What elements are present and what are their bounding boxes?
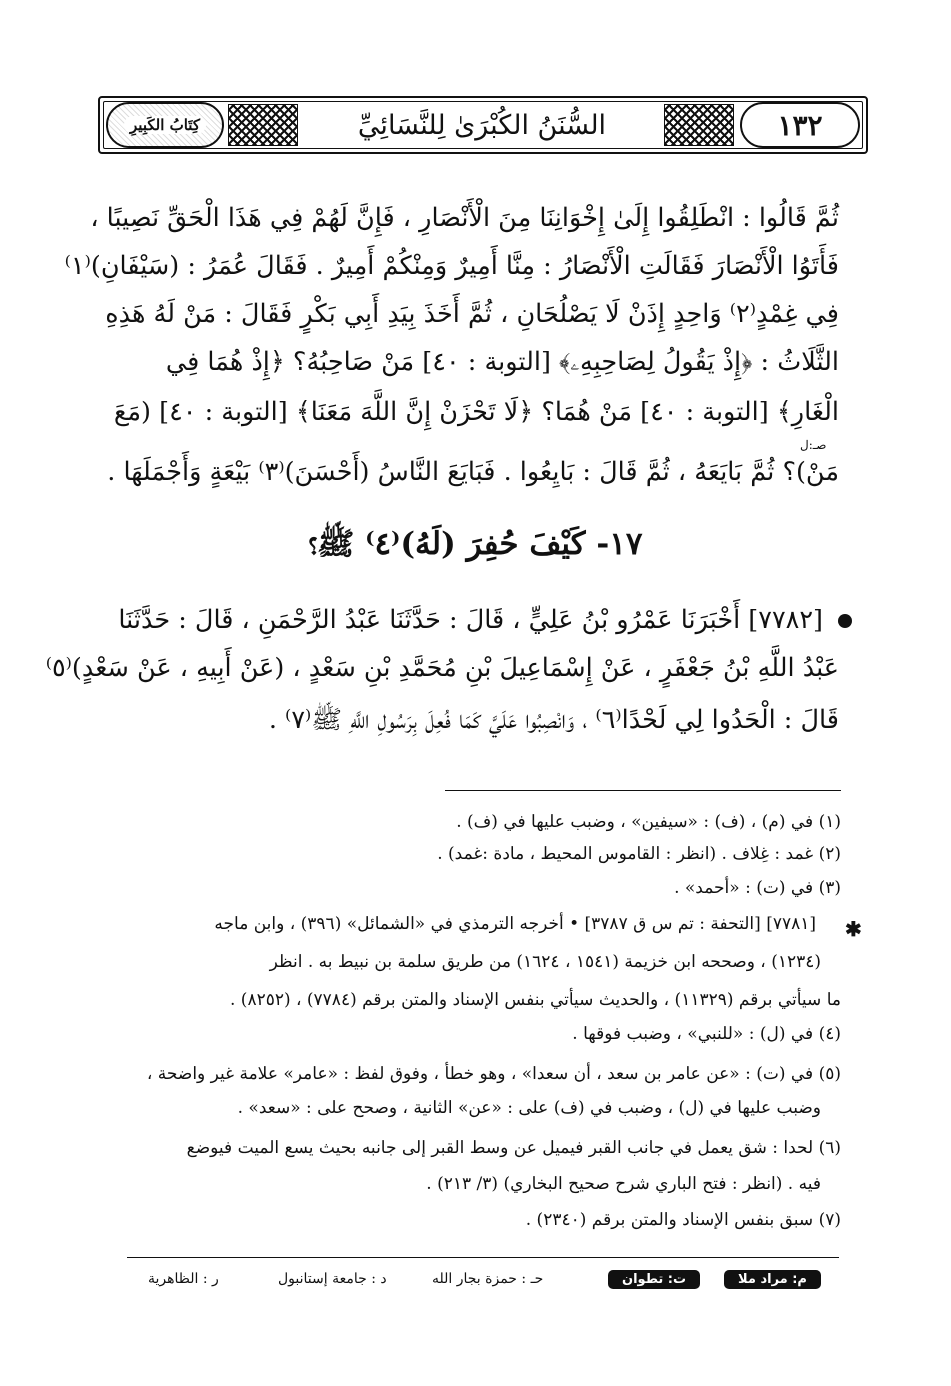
margin-note: صـ:ل	[800, 438, 827, 452]
footnote: (٤) في (ل) : «للنبي» ، وضبب فوقها .	[572, 1024, 841, 1044]
emblem-text: كِتَابُ الكَبِيرِ	[124, 116, 206, 134]
source-r: ر : الظاهرية	[148, 1271, 219, 1287]
footnote: (١٢٣٤) ، وصححه ابن خزيمة (١٥٤١ ، ١٦٢٤) من طريق سلمة بن نبيط به . انظر	[269, 952, 821, 972]
hadith-line: قَالَ : الْحَدُوا لِي لَحْدًا⁽٦⁾ ، وَانْصِبُوا عَلَيَّ كَمَا فُعِلَ بِرَسُولِ اللَّهِ ﷺ⁽٧⁾ .	[268, 705, 839, 735]
hadith-line: [٧٧٨٢] أَخْبَرَنَا عَمْرُو بْنُ عَلِيٍّ ، قَالَ : حَدَّثَنَا عَبْدُ الرَّحْمَنِ ، قَالَ : حَدَّثَنَا	[118, 605, 823, 635]
asterisk-icon: ✱	[845, 917, 862, 941]
book-emblem	[106, 102, 224, 148]
footnote: (٦) لحدا : شق يعمل في جانب القبر فيميل عن وسط القبر إلى جانبه بحيث يسع الميت فيوضع	[186, 1138, 841, 1158]
footnote: (١) في (م) ، (ف) : «سيفين» ، وضبب عليها في (ف) .	[456, 812, 841, 832]
source-h: حـ : حمزة بجار الله	[432, 1271, 544, 1287]
bullet-icon	[838, 614, 852, 628]
text-line: فَأَتَوُا الْأَنْصَارَ فَقَالَتِ الْأَنْصَارُ : مِنَّا أَمِيرٌ وَمِنْكُمْ أَمِيرٌ . فَقَالَ عُمَرُ : (سَيْفَانِ)⁽١⁾	[64, 251, 839, 281]
page-header	[98, 96, 868, 154]
hadith-line: عَبْدُ اللَّهِ بْنُ جَعْفَرٍ ، عَنْ إِسْمَاعِيلَ بْنِ مُحَمَّدِ بْنِ سَعْدٍ ، (عَنْ أَبِيهِ ، عَنْ سَعْدٍ)⁽٥⁾	[45, 653, 839, 683]
footnote: (٧) سبق بنفس الإسناد والمتن برقم (٢٣٤٠) .	[525, 1210, 841, 1230]
ornament-right	[664, 104, 734, 146]
manuscript-tag-t	[608, 1264, 700, 1294]
footnote: (٥) في (ت) : «عن عامر بن سعد ، أن سعدا» ، وهو خطأ ، وفوق لفظ : «عامر» علامة غير واضحة ،	[146, 1064, 841, 1084]
text-line: الْغَارِ﴾ [التوبة : ٤٠] مَنْ هُمَا؟ ﴿لَا تَحْزَنْ إِنَّ اللَّهَ مَعَنَا﴾ [التوبة : ٤٠] (مَعَ	[113, 397, 839, 427]
footnote: ما سيأتي برقم (١١٣٢٩) ، والحديث سيأتي بنفس الإسناد والمتن برقم (٧٧٨٤) ، (٨٢٥٢) .	[230, 990, 841, 1010]
manuscript-tag-m	[724, 1264, 821, 1294]
footnote: وضبب عليها في (ل) ، وضبب في (ف) على : «عن» الثانية ، وصحح على : «سعد» .	[237, 1098, 821, 1118]
tag-m: م: مراد ملا	[724, 1270, 821, 1289]
footnote: (٣) في (ت) : «أحمد» .	[674, 878, 841, 898]
footnote: (٢) غمد : غِلاف . (انظر : القاموس المحيط ، مادة :غمد) .	[437, 844, 841, 864]
footnote: [٧٧٨١] [التحفة : تم س ق ٣٧٨٧] • أخرجه الترمذي في «الشمائل» (٣٩٦) ، وابن ماجه	[214, 914, 816, 934]
chapter-heading: ١٧- كَيْفَ حُفِرَ (لَهُ)⁽٤⁾ ﷺ؟	[308, 526, 643, 562]
running-title: السُّنَنُ الكُبْرَىٰ لِلنَّسَائِيِّ	[357, 109, 607, 141]
source-d: د : جامعة إستانبول	[278, 1271, 387, 1287]
text-line: الثَّلَاثُ : ﴿إِذْ يَقُولُ لِصَاحِبِهِۦ﴾ [التوبة : ٤٠] مَنْ صَاحِبُهُ؟ ﴿إِذْ هُمَا فِي	[165, 347, 839, 377]
footer-separator	[127, 1257, 839, 1258]
page-number: ١٣٢	[740, 102, 860, 148]
footnote: فيه . (انظر : فتح الباري شرح صحيح البخاري) (٣/ ٢١٣) .	[426, 1174, 821, 1194]
text-line: فِي غِمْدٍ⁽٢⁾ وَاحِدٍ إِذَنْ لَا يَصْلُحَانِ ، ثُمَّ أَخَذَ بِيَدِ أَبِي بَكْرٍ فَقَالَ : مَنْ لَهُ هَذِهِ	[105, 299, 839, 329]
ornament-left	[228, 104, 298, 146]
tag-t: ت: تطوان	[608, 1270, 700, 1289]
text-line: ثُمَّ قَالُوا : انْطَلِقُوا إِلَىٰ إِخْوَانِنَا مِنَ الْأَنْصَارِ ، فَإِنَّ لَهُمْ فِي هَذَا الْحَقِّ نَصِيبًا ،	[90, 203, 839, 233]
text-line: مَنْ)؟ ثُمَّ بَايَعَهُ ، ثُمَّ قَالَ : بَايِعُوا . فَبَايَعَ النَّاسُ (أَحْسَنَ)⁽٣⁾ بَيْعَةٍ وَأَجْمَلَهَا .	[107, 457, 839, 487]
footnote-separator	[445, 790, 841, 791]
